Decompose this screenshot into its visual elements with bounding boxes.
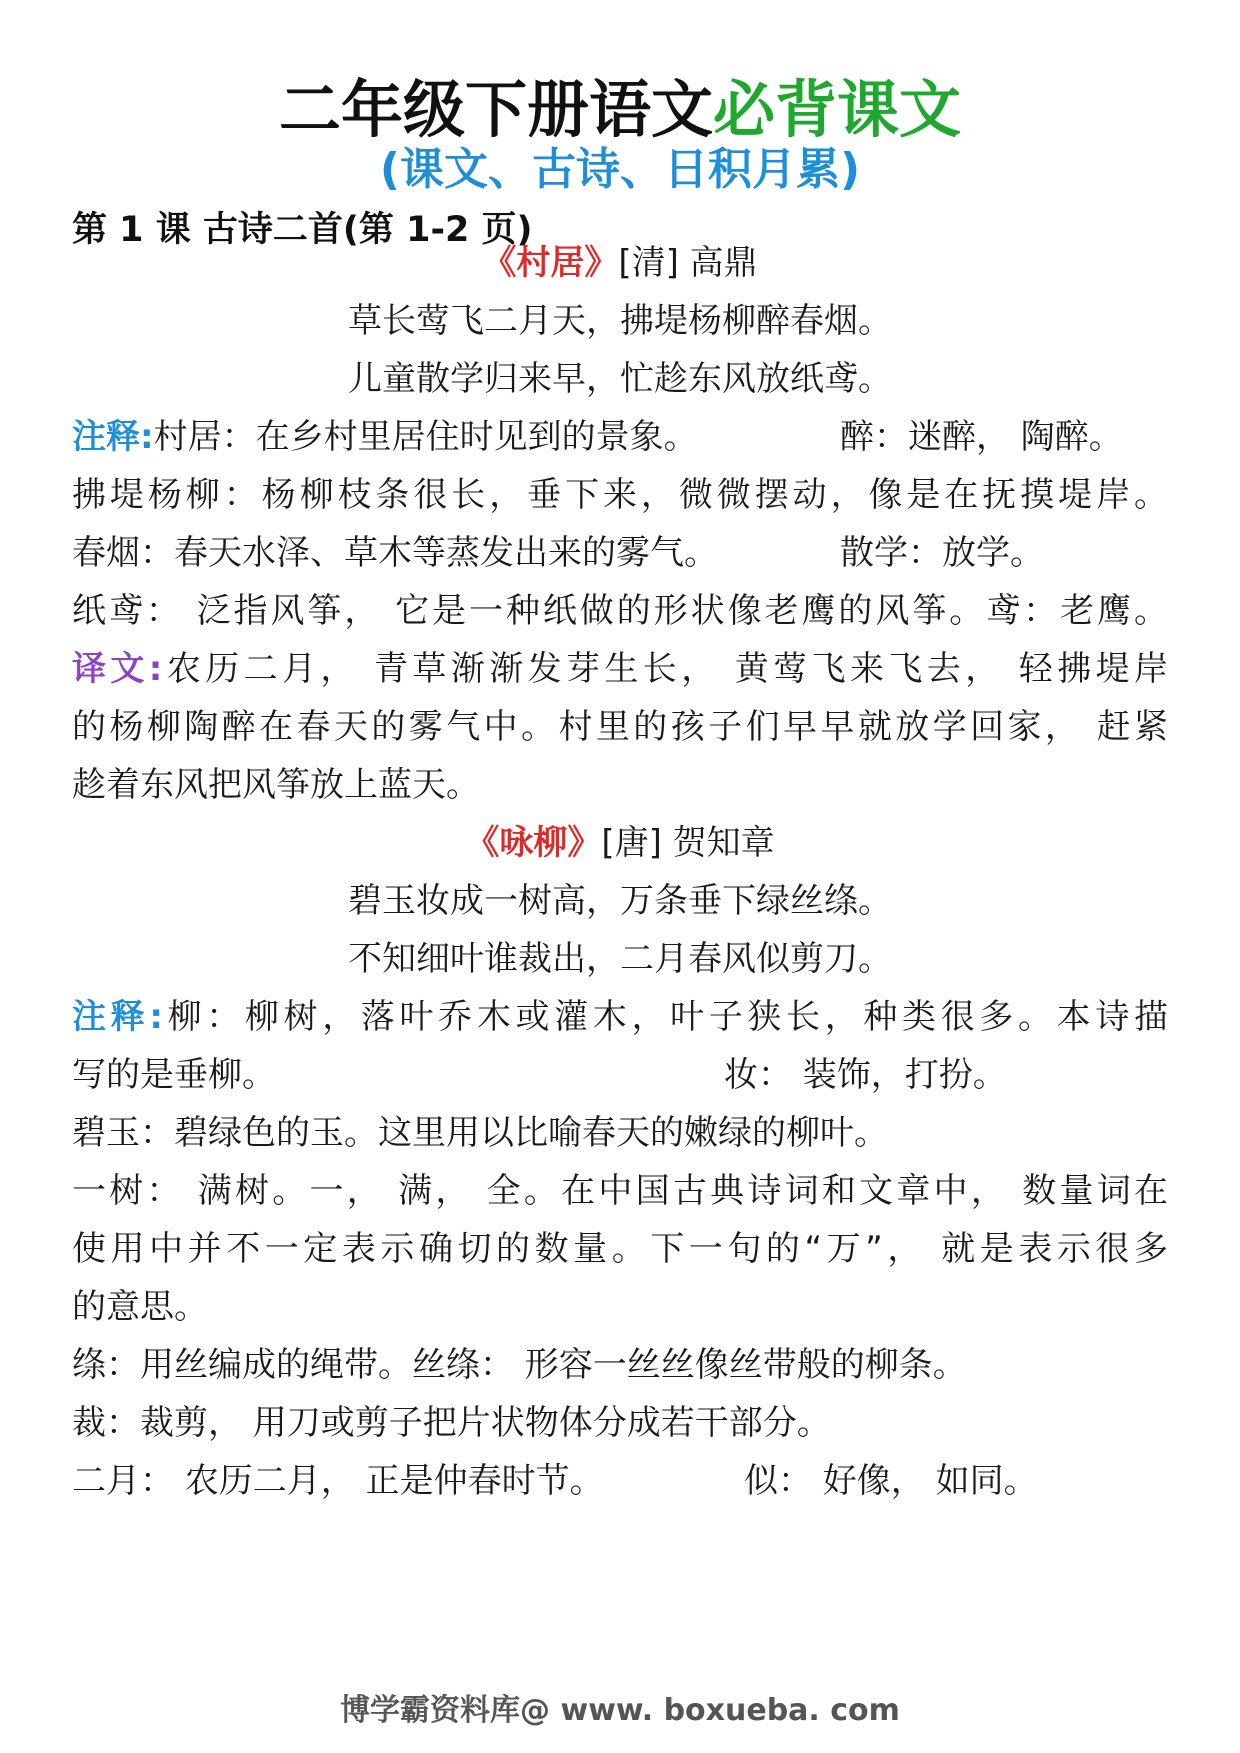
translation1-row-1 [72,646,1168,692]
lesson-heading: 第 1 课 古诗二首(第 1-2 页) [72,210,533,250]
page-title [0,70,1240,150]
notes2-row-6: 的意思。 [72,1287,208,1327]
translation1-row-2: 的杨柳陶醉在春天的雾气中。村里的孩子们早早就放学回家， 赶紧 [72,707,1168,747]
poem2-title: 《咏柳》 [465,823,602,863]
notes2-label: 注释: [72,997,163,1037]
translation1-row-3: 趁着东风把风筝放上蓝天。 [72,765,480,805]
notes1-text-3b: 散学：放学。 [840,533,1044,573]
poem1-line-2: 儿童散学归来早，忙趁东风放纸鸢。 [348,359,892,399]
notes2-row-4: 一树： 满树。一， 满， 全。在中国古典诗词和文章中， 数量词在 [72,1171,1168,1211]
notes2-text-1: 柳：柳树，落叶乔木或灌木，叶子狭长，种类很多。本诗描 [162,997,1168,1037]
notes2-row-2 [72,1052,1168,1098]
notes1-row-1 [72,414,1168,460]
notes2-text-2a: 写的是垂柳。 [72,1055,276,1095]
notes2-row-5: 使用中并不一定表示确切的数量。下一句的“万”， 就是表示很多 [72,1229,1168,1269]
notes1-text-3a: 春烟：春天水泽、草木等蒸发出来的雾气。 [72,533,718,573]
poem1-title-line [0,240,1240,286]
notes1-text-1b: 醉：迷醉， 陶醉。 [840,417,1123,457]
notes1-row-3 [72,530,1168,576]
poem1-title: 《村居》 [482,243,619,283]
poem1-author: [清] 高鼎 [618,243,758,283]
notes2-row-1 [72,994,1168,1040]
poem1-line-1: 草长莺飞二月天，拂堤杨柳醉春烟。 [348,301,892,341]
title-highlight: 必背课文 [713,73,962,146]
notes2-row-8: 裁：裁剪， 用刀或剪子把片状物体分成若干部分。 [72,1403,831,1443]
poem2-line-2: 不知细叶谁裁出，二月春风似剪刀。 [348,939,892,979]
notes2-row-7: 绦：用丝编成的绳带。丝绦： 形容一丝丝像丝带般的柳条。 [72,1345,967,1385]
notes2-text-9a: 二月： 农历二月， 正是仲春时节。 [72,1461,604,1501]
translation1-label: 译文: [72,649,163,689]
poem2-title-line [0,820,1240,866]
notes2-row-9 [72,1458,1168,1504]
title-main: 二年级下册语文 [278,73,713,146]
notes2-text-2b: 妆： 装饰，打扮。 [724,1055,1007,1095]
page-subtitle: (课文、古诗、日积月累) [379,144,861,195]
notes1-text-1a: 村居：在乡村里居住时见到的景象。 [153,417,698,457]
notes1-row-4: 纸鸢： 泛指风筝， 它是一种纸做的形状像老鹰的风筝。鸢：老鹰。 [72,591,1168,631]
translation1-text-1: 农历二月， 青草渐渐发芽生长， 黄莺飞来飞去， 轻拂堤岸 [162,649,1168,689]
notes2-row-3: 碧玉：碧绿色的玉。这里用以比喻春天的嫩绿的柳叶。 [72,1113,888,1153]
notes1-label: 注释: [72,417,154,457]
notes1-row-2: 拂堤杨柳：杨柳枝条很长，垂下来，微微摆动，像是在抚摸堤岸。 [72,475,1168,515]
footer-watermark: 博学霸资料库@ www. boxueba. com [340,1693,900,1728]
poem2-line-1: 碧玉妆成一树高，万条垂下绿丝绦。 [348,881,892,921]
notes2-text-9b: 似： 好像， 如同。 [744,1461,1038,1501]
poem2-author: [唐] 贺知章 [601,823,775,863]
